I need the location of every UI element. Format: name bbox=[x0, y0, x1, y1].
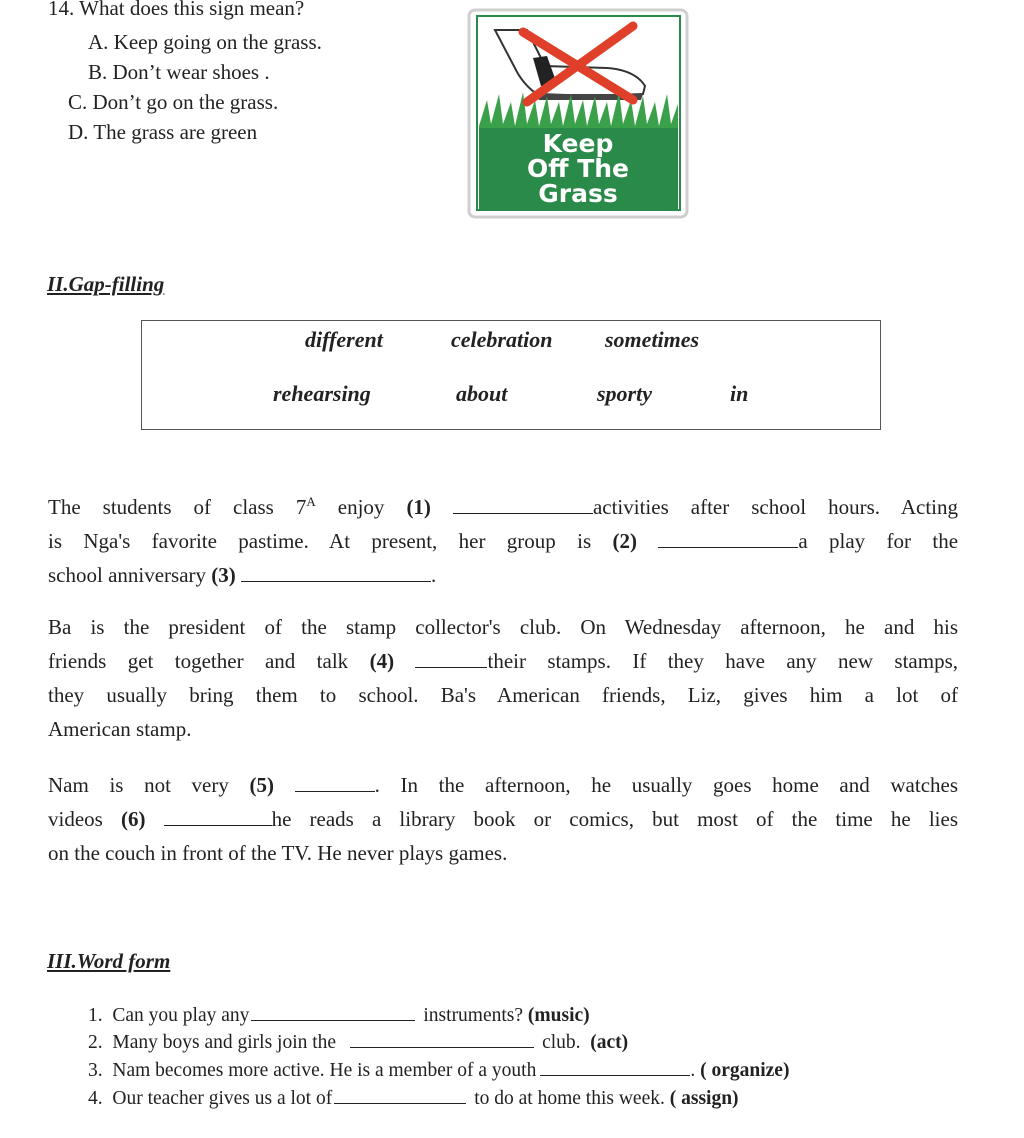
option-text: Keep going on the grass. bbox=[113, 30, 322, 54]
text-fragment: school anniversary bbox=[48, 563, 207, 587]
paragraph-line bbox=[48, 524, 958, 558]
word-bank-item: in bbox=[730, 381, 749, 406]
item-hint: ( assign) bbox=[669, 1088, 739, 1109]
sign-line-3: Grass bbox=[538, 179, 618, 208]
option-letter: B. bbox=[88, 60, 108, 84]
section-2-title: II.Gap-filling bbox=[47, 272, 165, 296]
gap-number-4: (4) bbox=[369, 649, 395, 673]
option-letter: A. bbox=[88, 30, 109, 54]
text-fragment: activities after school hours. Acting bbox=[592, 495, 959, 519]
paragraph-line: American stamp. bbox=[48, 717, 192, 741]
gap-blank-6[interactable] bbox=[164, 807, 272, 826]
word-form-item-2 bbox=[88, 1029, 628, 1054]
text-fragment: Nam is not very bbox=[48, 773, 229, 797]
word-bank-item: different bbox=[305, 327, 383, 352]
gap-number-1: (1) bbox=[406, 495, 431, 519]
question-14 bbox=[48, 0, 304, 21]
item-text: instruments? bbox=[423, 1005, 524, 1026]
paragraph-line bbox=[48, 768, 958, 802]
option-b bbox=[88, 60, 270, 85]
gap-blank-4[interactable] bbox=[415, 649, 487, 668]
word-bank-item: sometimes bbox=[605, 327, 700, 352]
word-form-blank-1[interactable] bbox=[251, 1002, 415, 1021]
paragraph-line bbox=[48, 485, 958, 524]
word-bank-item: sporty bbox=[597, 381, 652, 406]
item-text: Many boys and girls join the bbox=[112, 1032, 337, 1053]
gap-blank-1[interactable] bbox=[453, 495, 593, 514]
item-text: Can you play any bbox=[112, 1005, 250, 1026]
option-letter: C. bbox=[68, 90, 88, 114]
text-fragment: enjoy bbox=[337, 495, 385, 519]
gap-number-5: (5) bbox=[249, 773, 275, 797]
gap-paragraph-2 bbox=[48, 610, 958, 746]
text-fragment: . In the afternoon, he usually goes home and watches bbox=[374, 773, 959, 797]
option-text: Don’t wear shoes . bbox=[112, 60, 270, 84]
option-c bbox=[68, 90, 278, 115]
item-text: to do at home this week. bbox=[474, 1088, 665, 1109]
question-number: 14. bbox=[48, 0, 75, 20]
item-text: . bbox=[690, 1060, 696, 1081]
word-bank-item: celebration bbox=[451, 327, 553, 352]
sign-graphic bbox=[467, 8, 689, 219]
word-form-item-3 bbox=[88, 1057, 789, 1082]
gap-number-3: (3) bbox=[211, 563, 236, 587]
item-text: club. bbox=[542, 1032, 581, 1053]
option-text: The grass are green bbox=[93, 120, 258, 144]
item-hint: (music) bbox=[527, 1005, 590, 1026]
sign-line-2: Off The bbox=[526, 154, 630, 183]
option-d bbox=[68, 120, 257, 145]
question-prompt: What does this sign mean? bbox=[79, 0, 305, 20]
class-superscript: A bbox=[306, 494, 316, 509]
option-letter: D. bbox=[68, 120, 89, 144]
paragraph-line bbox=[48, 802, 958, 836]
word-bank bbox=[141, 320, 881, 430]
text-fragment: a play for the bbox=[798, 529, 959, 553]
text-fragment: . bbox=[431, 563, 437, 587]
sign-line-1: Keep bbox=[542, 129, 614, 158]
word-form-blank-4[interactable] bbox=[334, 1085, 466, 1104]
item-number: 4. bbox=[88, 1088, 103, 1109]
word-form-item-1 bbox=[88, 1002, 590, 1027]
text-fragment: videos bbox=[48, 807, 103, 831]
option-a bbox=[88, 30, 322, 55]
word-form-item-4 bbox=[88, 1085, 739, 1110]
option-text: Don’t go on the grass. bbox=[92, 90, 279, 114]
item-hint: ( organize) bbox=[700, 1060, 790, 1081]
text-fragment: The students of class 7 bbox=[48, 495, 307, 519]
word-bank-item: about bbox=[456, 381, 508, 406]
item-number: 3. bbox=[88, 1060, 103, 1081]
paragraph-line bbox=[48, 644, 958, 678]
item-number: 2. bbox=[88, 1032, 103, 1053]
item-text: Our teacher gives us a lot of bbox=[112, 1088, 333, 1109]
keep-off-grass-sign bbox=[467, 8, 689, 219]
word-form-blank-3[interactable] bbox=[540, 1057, 690, 1076]
item-number: 1. bbox=[88, 1005, 103, 1026]
word-bank-item: rehearsing bbox=[273, 381, 371, 406]
gap-number-6: (6) bbox=[120, 807, 146, 831]
gap-blank-3[interactable] bbox=[241, 563, 431, 582]
gap-paragraph-1 bbox=[48, 485, 958, 592]
item-text: Nam becomes more active. He is a member of a youth bbox=[112, 1060, 537, 1081]
gap-paragraph-3 bbox=[48, 768, 958, 870]
paragraph-line: Ba is the president of the stamp collector's club. On Wednesday afternoon, he and his bbox=[48, 615, 958, 639]
gap-blank-2[interactable] bbox=[658, 529, 798, 548]
gap-number-2: (2) bbox=[612, 529, 637, 553]
text-fragment: he reads a library book or comics, but most of the time he lies bbox=[271, 807, 958, 831]
text-fragment: their stamps. If they have any new stamps, bbox=[487, 649, 959, 673]
word-form-blank-2[interactable] bbox=[350, 1029, 534, 1048]
paragraph-line: they usually bring them to school. Ba's American friends, Liz, gives him a lot of bbox=[48, 683, 958, 707]
item-hint: (act) bbox=[590, 1032, 629, 1053]
gap-blank-5[interactable] bbox=[295, 773, 375, 792]
paragraph-line bbox=[48, 558, 958, 592]
section-3-title: III.Word form bbox=[47, 949, 171, 973]
text-fragment: is Nga's favorite pastime. At present, her group is bbox=[48, 529, 592, 553]
paragraph-line: on the couch in front of the TV. He never plays games. bbox=[48, 841, 508, 865]
text-fragment: friends get together and talk bbox=[48, 649, 349, 673]
